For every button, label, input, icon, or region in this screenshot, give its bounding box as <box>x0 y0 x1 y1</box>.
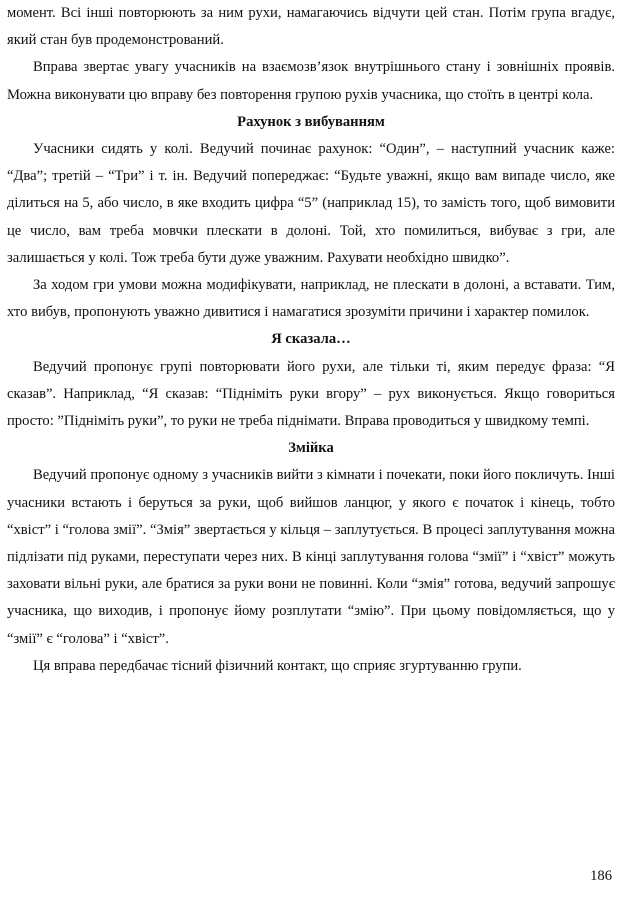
paragraph-counting-modification: За ходом гри умови можна модифікувати, наприклад, не плескати в долоні, а вставати. Тим, хто вибув, пропонують уважно дивитися і намагатися зрозуміти причини і характер помилок. <box>7 277 615 321</box>
document-page <box>7 0 615 680</box>
section-heading-snake: Змійка <box>288 440 334 457</box>
section-heading-i-said: Я сказала… <box>271 331 351 348</box>
page-number: 186 <box>590 868 612 884</box>
paragraph-exercise-note: Вправа звертає увагу учасників на взаємозв’язок внутрішнього стану і зовнішніх проявів. Можна виконувати цю вправу без повторення групою рухів учасника, що стоїть в центрі кола. <box>7 59 615 103</box>
paragraph-counting-rules: Учасники сидять у колі. Ведучий починає рахунок: “Один”, – наступний учасник каже: “Два”; третій – “Три” і т. ін. Ведучий попереджає: “Будьте уважні, якщо вам випаде число, яке ділиться на 5, або число, в яке входить цифра “5” (наприклад 15), то замість того, щоб вимовити це число, вам треба мовчки плескати в долоні. Той, хто помилиться, вибуває з гри, але залишається у колі. Тож треба бути дуже уважним. Рахувати необхідно швидко”. <box>7 141 615 266</box>
paragraph-i-said-rules: Ведучий пропонує групі повторювати його рухи, але тільки ті, яким передує фраза: “Я сказав”. Наприклад, “Я сказав: “Підніміть руки вгору” – рух виконується. Якщо говориться просто: ”Підніміть руки”, то руки не треба піднімати. Вправа проводиться у швидкому темпі. <box>7 358 615 430</box>
paragraph-continuation: момент. Всі інші повторюють за ним рухи, намагаючись відчути цей стан. Потім група вгадує, який стан був продемонстрований. <box>7 5 615 49</box>
section-heading-counting: Рахунок з вибуванням <box>237 113 385 130</box>
paragraph-snake-purpose: Ця вправа передбачає тісний фізичний контакт, що сприяє згуртуванню групи. <box>33 657 522 674</box>
paragraph-snake-rules: Ведучий пропонує одному з учасників вийти з кімнати і почекати, поки його покличуть. Інші учасники встають і беруться за руки, щоб вийшов ланцюг, у якого є початок і кінець, тобто “хвіст” і “голова змії”. “Змія” звертається у кільця – заплутується. В процесі заплутування можна підлізати під руками, переступати через них. В кінці заплутування голова “змії” і “хвіст” можуть заховати вільні руки, але братися за руки вони не повинні. Коли “змія” готова, ведучий запрошує учасника, що виходив, і пропонує йому розплутати “змію”. При цьому повідомляється, що у “змії” є “голова” і “хвіст”. <box>7 467 615 647</box>
